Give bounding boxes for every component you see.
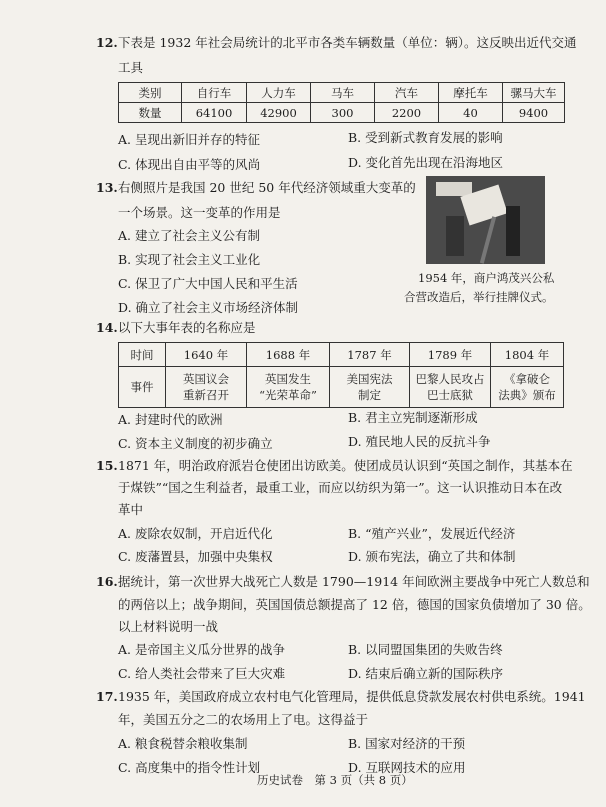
table-header: 人力车 — [247, 83, 311, 103]
table-cell: 42900 — [247, 103, 311, 123]
table-cell: 40 — [439, 103, 503, 123]
option-a: A. 建立了社会主义公有制 — [118, 228, 260, 243]
photo-caption: 合营改造后，举行挂牌仪式。 — [404, 290, 554, 304]
question-number: 15. — [96, 458, 118, 473]
chronology-table — [118, 342, 564, 408]
question-stem: 于煤铁”“国之生利益者，最重工业，而应以纺织为第一”。这一认识推动日本在改 — [118, 480, 563, 495]
table-cell: 2200 — [375, 103, 439, 123]
option-a: A. 呈现出新旧并存的特征 — [118, 132, 260, 147]
option-d: D. 殖民地人民的反抗斗争 — [348, 434, 491, 449]
option-c: C. 废藩置县，加强中央集权 — [118, 549, 273, 564]
table-header: 1640 年 — [166, 343, 247, 367]
table-cell: 《拿破仑 法典》颁布 — [491, 367, 564, 408]
question-stem: 工具 — [118, 60, 144, 75]
table-cell: 美国宪法 制定 — [330, 367, 410, 408]
question-number: 13. — [96, 180, 118, 195]
table-cell: 巴黎人民攻占 巴士底狱 — [410, 367, 491, 408]
table-cell: 64100 — [182, 103, 247, 123]
question-number: 17. — [96, 689, 118, 704]
option-a: A. 废除农奴制，开启近代化 — [118, 526, 273, 541]
option-d: D. 变化首先出现在沿海地区 — [348, 155, 504, 170]
option-b: B. 国家对经济的干预 — [348, 736, 466, 751]
option-b: B. “殖产兴业”，发展近代经济 — [348, 526, 516, 541]
table-header: 1804 年 — [491, 343, 564, 367]
table-cell: 英国发生 “光荣革命” — [247, 367, 330, 408]
option-b: B. 君主立宪制逐渐形成 — [348, 410, 478, 425]
table-header: 汽车 — [375, 83, 439, 103]
question-stem: 右侧照片是我国 20 世纪 50 年代经济领域重大变革的 — [118, 180, 416, 195]
photo-caption: 1954 年，商户鸿茂兴公私 — [418, 271, 555, 285]
option-b: B. 以同盟国集团的失败告终 — [348, 642, 503, 657]
option-a: A. 是帝国主义瓜分世界的战争 — [118, 642, 285, 657]
question-number: 16. — [96, 574, 118, 589]
question-number: 14. — [96, 320, 118, 335]
table-row-label: 事件 — [119, 367, 166, 408]
table-header: 时间 — [119, 343, 166, 367]
option-a: A. 粮食税替余粮收集制 — [118, 736, 248, 751]
question-stem: 1935 年，美国政府成立农村电气化管理局，提供低息贷款发展农村供电系统。1941 — [118, 689, 586, 704]
option-d: D. 结束后确立新的国际秩序 — [348, 666, 504, 681]
option-a: A. 封建时代的欧洲 — [118, 412, 223, 427]
table-header: 1787 年 — [330, 343, 410, 367]
option-b: B. 实现了社会主义工业化 — [118, 252, 261, 267]
question-stem: 据统计，第一次世界大战死亡人数是 1790—1914 年间欧洲主要战争中死亡人数总和 — [118, 574, 590, 589]
option-c: C. 给人类社会带来了巨大灾难 — [118, 666, 286, 681]
table-header: 骡马大车 — [503, 83, 565, 103]
question-stem: 的两倍以上；战争期间，英国国债总额提高了 12 倍，德国的国家负债增加了 30 倍。 — [118, 597, 591, 612]
table-header: 自行车 — [182, 83, 247, 103]
table-header: 马车 — [311, 83, 375, 103]
question-stem: 1871 年，明治政府派岩仓使团出访欧美。使团成员认识到“英国之制作，其基本在 — [118, 458, 573, 473]
table-cell: 英国议会 重新召开 — [166, 367, 247, 408]
page-footer: 历史试卷 第 3 页（共 8 页） — [257, 773, 413, 787]
table-row-label: 数量 — [119, 103, 182, 123]
option-d: D. 颁布宪法，确立了共和体制 — [348, 549, 516, 564]
vehicle-table — [118, 82, 565, 123]
table-header: 类别 — [119, 83, 182, 103]
question-stem: 一个场景。这一变革的作用是 — [118, 205, 281, 220]
question-stem: 年，美国五分之二的农场用上了电。这得益于 — [118, 712, 369, 727]
historical-photo — [426, 176, 545, 264]
question-stem: 以上材料说明一战 — [118, 619, 219, 634]
option-b: B. 受到新式教育发展的影响 — [348, 130, 503, 145]
question-stem: 革中 — [118, 502, 144, 517]
option-c: C. 资本主义制度的初步确立 — [118, 436, 273, 451]
table-header: 1789 年 — [410, 343, 491, 367]
question-stem: 下表是 1932 年社会局统计的北平市各类车辆数量（单位：辆）。这反映出近代交通 — [118, 35, 577, 50]
table-cell: 300 — [311, 103, 375, 123]
option-c: C. 保卫了广大中国人民和平生活 — [118, 276, 298, 291]
table-cell: 9400 — [503, 103, 565, 123]
table-header: 摩托车 — [439, 83, 503, 103]
option-d: D. 互联网技术的应用 — [348, 760, 466, 775]
table-header: 1688 年 — [247, 343, 330, 367]
question-number: 12. — [96, 35, 118, 50]
question-stem: 以下大事年表的名称应是 — [118, 320, 256, 335]
option-c: C. 高度集中的指令性计划 — [118, 760, 261, 775]
option-d: D. 确立了社会主义市场经济体制 — [118, 300, 299, 315]
option-c: C. 体现出自由平等的风尚 — [118, 157, 261, 172]
